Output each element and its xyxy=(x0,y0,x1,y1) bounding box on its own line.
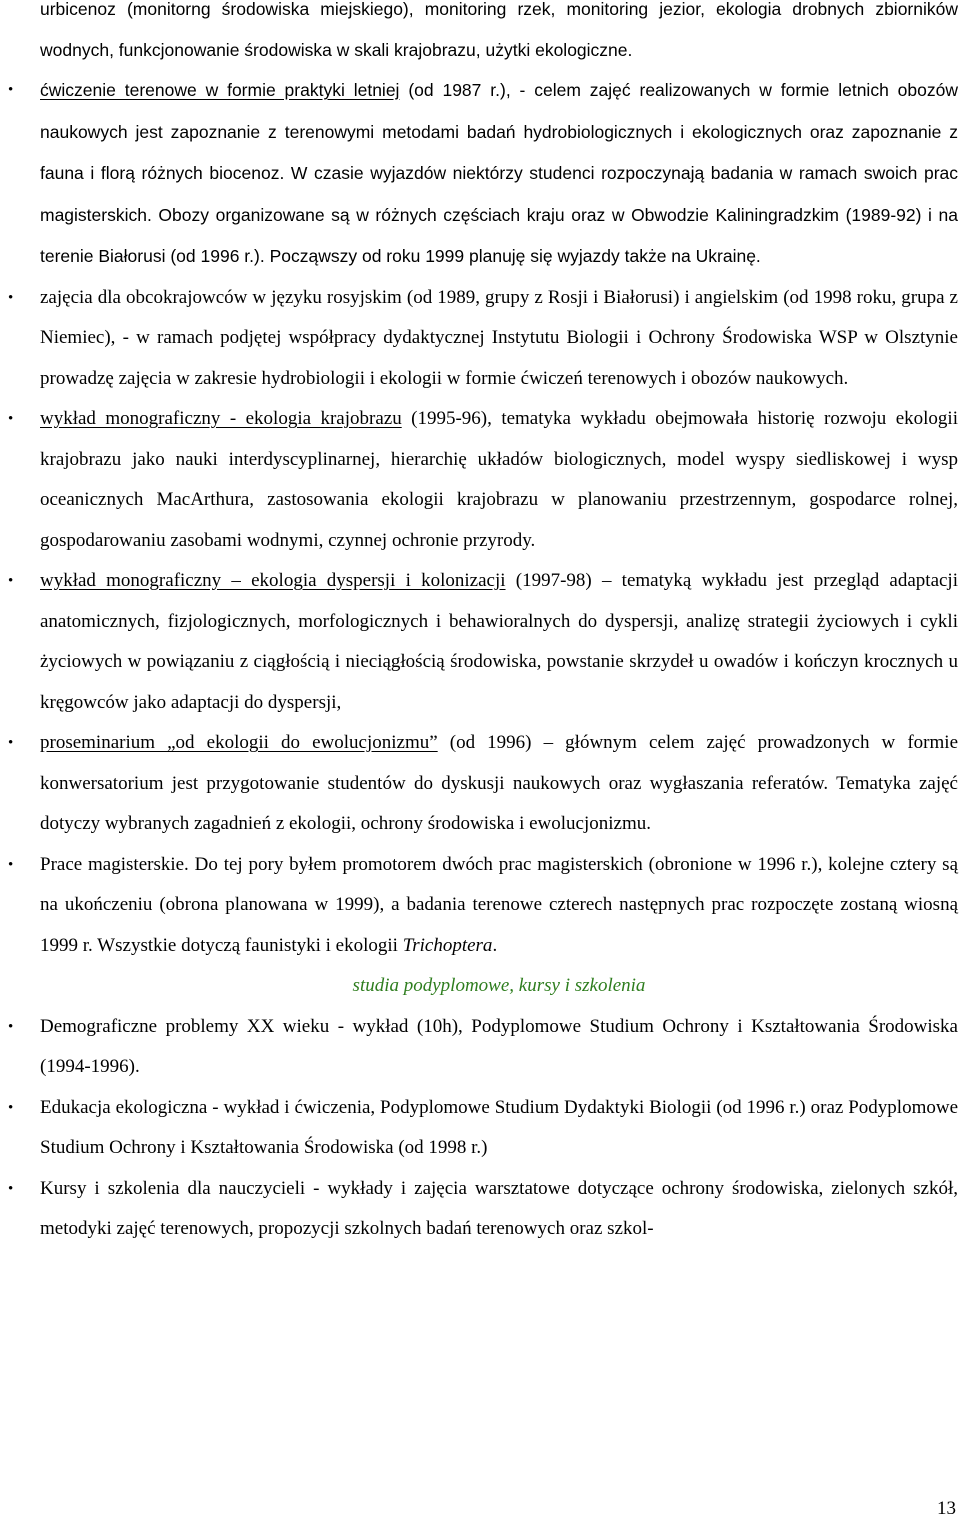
bullet-icon: • xyxy=(8,856,14,873)
list-item-field-practice: • ćwiczenie terenowe w formie praktyki letniej (od 1987 r.), - celem zajęć realizowanych w formie letnich obozów naukowych jest zapoznanie z terenowymi metodami badań hydrobiologicznych i ekologicznych oraz zapoznanie z fauna i florą różnych biocenoz. W czasie wyjazdów niektórzy studenci rozpoczynają badania w ramach swoich prac magisterskich. Obozy organizowane są w różnych częściach kraju oraz w Obwodzie Kaliningradzkim (1989-92) i na terenie Białorusi (od 1996 r.). Począwszy od roku 1999 planuję się wyjazdy także na Ukrainę. xyxy=(40,70,958,278)
bullet-icon: • xyxy=(8,411,14,427)
list-item-landscape-ecology: • wykład monograficzny - ekologia krajobrazu (1995-96), tematyka wykładu obejmowała historię rozwoju ekologii krajobrazu jako nauki interdyscyplinarnej, hierarchię układów biologicznych, model wyspy siedliskowej i wysp oceanicznych MacArthura, zastosowania ekologii krajobrazu w planowaniu przestrzennym, gospodarce rolnej, gospodarowaniu zasobami wodnymi, czynnej ochronie przyrody. xyxy=(40,399,958,561)
list-item-foreign-students: • zajęcia dla obcokrajowców w języku rosyjskim (od 1989, grupy z Rosji i Białorusi) i angielskim (od 1998 roku, grupa z Niemiec), - w ramach podjętej współpracy dydaktycznej Instytutu Biologii i Ochrony Środowiska WSP w Olsztynie prowadzę zajęcia w zakresie hydrobiologii i ekologii w formie ćwiczeń terenowych i obozów naukowych. xyxy=(40,278,958,400)
trichoptera-term: Trichoptera xyxy=(402,934,493,956)
proseminar-link[interactable]: proseminarium „od ekologii do ewolucjonizmu” xyxy=(40,732,438,753)
list-item-master-theses: • Prace magisterskie. Do tej pory byłem promotorem dwóch prac magisterskich (obronione w 1996 r.), kolejne cztery są na ukończeniu (obrona planowana w 1999), a badania terenowe czterech następnych prac rozpoczęte zostaną wiosną 1999 r. Wszystkie dotyczą faunistyki i ekologii Trichoptera. xyxy=(40,845,958,967)
bullet-icon: • xyxy=(8,82,14,98)
dispersal-ecology-link[interactable]: wykład monograficzny – ekologia dyspersji i kolonizacji xyxy=(40,570,506,591)
course-list xyxy=(0,70,960,966)
list-item-teacher-courses: • Kursy i szkolenia dla nauczycieli - wykłady i zajęcia warsztatowe dotyczące ochrony środowiska, zielonych szkół, metodyki zajęć terenowych, propozycji szkolnych badań terenowych oraz szkol- xyxy=(40,1169,958,1250)
page-number: 13 xyxy=(937,1498,956,1519)
section-heading: studia podyplomowe, kursy i szkolenia xyxy=(352,975,646,996)
list-item-proseminar: • proseminarium „od ekologii do ewolucjonizmu” (od 1996) – głównym celem zajęć prowadzonych w formie konwersatorium jest przygotowanie studentów do dyskusji naukowych oraz wygłaszania referatów. Tematyka zajęć dotyczy wybranych zagadnień z ekologii, ochrony środowiska i ewolucjonizmu. xyxy=(40,723,958,845)
postgraduate-list xyxy=(0,1007,960,1250)
list-item-dispersal-ecology: • wykład monograficzny – ekologia dyspersji i kolonizacji (1997-98) – tematyką wykładu jest przegląd adaptacji anatomicznych, fizjologicznych, morfologicznych i behawioralnych do dyspersji, analizę strategii życiowych i cykli życiowych w powiązaniu z ciągłością i nieciągłością środowiska, powstanie skrzydeł u owadów i kończyn krocznych u kręgowców jako adaptacji do dyspersji, xyxy=(40,561,958,723)
field-practice-link[interactable]: ćwiczenie terenowe w formie praktyki letniej xyxy=(40,80,400,100)
list-item-demography: • Demograficzne problemy XX wieku - wykład (10h), Podyplomowe Studium Ochrony i Kształtowania Środowiska (1994-1996). xyxy=(40,1007,958,1088)
landscape-ecology-link[interactable]: wykład monograficzny - ekologia krajobrazu xyxy=(40,408,402,429)
bullet-icon: • xyxy=(8,735,14,751)
continuation-paragraph: urbicenoz (monitorng środowiska miejskiego), monitoring rzek, monitoring jezior, ekologia drobnych zbiorników wodnych, funkcjonowanie środowiska w skali krajobrazu, użytki ekologiczne. xyxy=(40,0,958,60)
bullet-icon: • xyxy=(8,289,14,306)
bullet-icon: • xyxy=(8,573,14,589)
bullet-icon: • xyxy=(8,1018,14,1035)
bullet-icon: • xyxy=(8,1180,14,1197)
list-item-ecological-education: • Edukacja ekologiczna - wykład i ćwiczenia, Podyplomowe Studium Dydaktyki Biologii (od 1996 r.) oraz Podyplomowe Studium Ochrony i Kształtowania Środowiska (od 1998 r.) xyxy=(40,1088,958,1169)
bullet-icon: • xyxy=(8,1099,14,1116)
